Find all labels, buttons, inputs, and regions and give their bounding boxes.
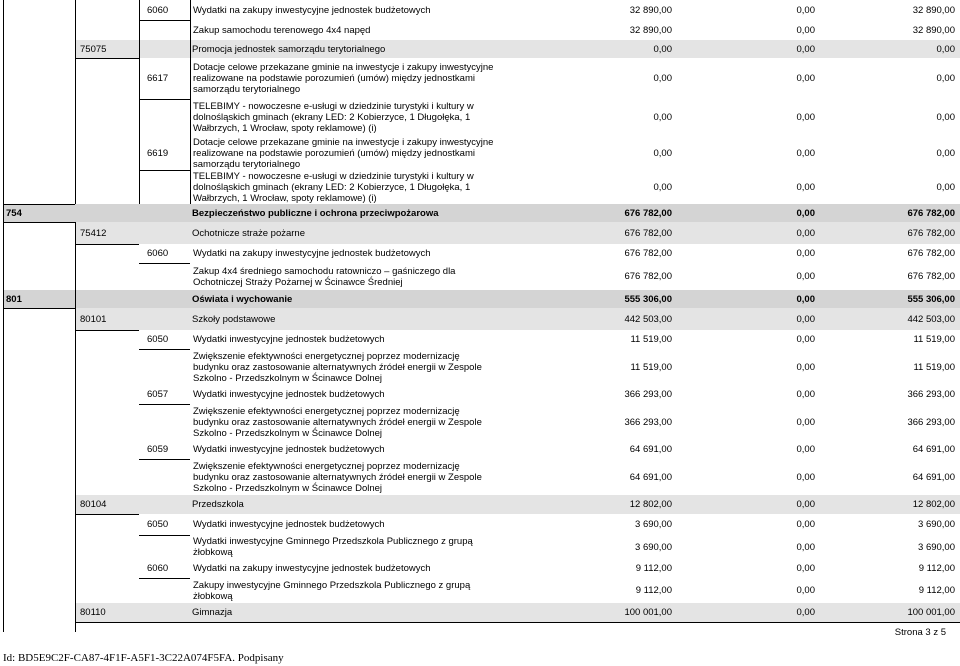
table-border xyxy=(3,204,75,205)
item-row xyxy=(190,535,960,560)
change-value: 0,00 xyxy=(796,147,815,159)
change-value: 0,00 xyxy=(796,24,815,36)
plan-value: 366 293,00 xyxy=(624,389,672,400)
classification-code: 801 xyxy=(6,293,22,305)
table-border xyxy=(139,0,140,58)
plan-value: 3 690,00 xyxy=(635,519,672,530)
table-border xyxy=(75,0,76,204)
item-row xyxy=(190,263,960,291)
classification-code: 6060 xyxy=(147,4,169,16)
plan-value: 0,00 xyxy=(653,73,672,84)
change-value: 0,00 xyxy=(796,112,815,123)
row-description: Zwiększenie efektywności energetycznej poprzez modernizację budynku oraz zastosowanie alternatywnych źródeł energii w Zespole Szkolno - Przedszkolnym w Ścinawce Dolnej xyxy=(193,405,482,439)
classification-code: 80101 xyxy=(80,313,107,325)
classification-code: 75075 xyxy=(80,43,107,55)
classification-code: 6050 xyxy=(147,519,169,530)
par-row xyxy=(139,136,960,171)
change-value: 0,00 xyxy=(796,293,815,305)
total-value: 0,00 xyxy=(936,112,955,123)
par-row xyxy=(139,330,960,350)
total-value: 366 293,00 xyxy=(907,389,955,400)
par-row xyxy=(139,514,960,536)
par-row xyxy=(139,58,960,100)
total-value: 64 691,00 xyxy=(912,471,955,483)
plan-value: 3 690,00 xyxy=(635,541,672,553)
row-description: Dotacje celowe przekazane gminie na inwestycje i zakupy inwestycyjne realizowane na podstawie porozumień (umów) między jednostkami samorządu terytorialnego xyxy=(193,62,494,95)
classification-code: 6060 xyxy=(147,563,169,574)
par-row xyxy=(139,385,960,405)
change-value: 0,00 xyxy=(796,471,815,483)
item-row xyxy=(190,459,960,496)
plan-value: 11 519,00 xyxy=(630,361,672,373)
classification-code: 754 xyxy=(6,207,22,219)
classification-code: 6619 xyxy=(147,147,169,159)
change-value: 0,00 xyxy=(796,207,815,219)
change-value: 0,00 xyxy=(796,607,815,618)
plan-value: 676 782,00 xyxy=(624,207,672,219)
chapter-row xyxy=(75,603,960,623)
item-row xyxy=(190,170,960,205)
row-description: TELEBIMY - nowoczesne e-usługi w dziedzinie turystyki i kultury w dolnośląskich gminach (ekrany LED: 2 Kobierzyce, 1 Długołęka, 1 Wałbrzych, 1 Wrocław, spoty reklamowe) (i) xyxy=(193,101,474,134)
classification-code: 6617 xyxy=(147,73,169,84)
chapter-row xyxy=(75,222,960,245)
section-row xyxy=(3,204,960,223)
plan-value: 32 890,00 xyxy=(629,24,672,36)
table-border xyxy=(75,222,76,632)
row-description: Zakup samochodu terenowego 4x4 napęd xyxy=(193,24,371,36)
classification-code: 6060 xyxy=(147,248,169,259)
section-row xyxy=(3,290,960,309)
change-value: 0,00 xyxy=(796,334,815,345)
total-value: 100 001,00 xyxy=(907,607,955,618)
row-description: Wydatki na zakupy inwestycyjne jednostek budżetowych xyxy=(193,4,431,16)
row-description: Wydatki inwestycyjne jednostek budżetowych xyxy=(193,389,385,400)
row-description: Zwiększenie efektywności energetycznej poprzez modernizację budynku oraz zastosowanie alternatywnych źródeł energii w Zespole Szkolno - Przedszkolnym w Ścinawce Dolnej xyxy=(193,350,482,384)
classification-code: 75412 xyxy=(80,227,107,239)
change-value: 0,00 xyxy=(796,227,815,239)
total-value: 64 691,00 xyxy=(912,444,955,455)
change-value: 0,00 xyxy=(796,361,815,373)
par-row xyxy=(139,0,960,21)
page-number: Strona 3 z 5 xyxy=(894,627,946,638)
total-value: 676 782,00 xyxy=(907,271,955,282)
change-value: 0,00 xyxy=(796,181,815,193)
classification-code: 6059 xyxy=(147,444,169,455)
document-id: Id: BD5E9C2F-CA87-4F1F-A5F1-3C22A074F5FA. Podpisany xyxy=(3,652,284,664)
plan-value: 0,00 xyxy=(653,181,672,193)
classification-code: 80110 xyxy=(80,607,106,618)
plan-value: 676 782,00 xyxy=(624,227,672,239)
chapter-row xyxy=(75,495,960,515)
plan-value: 100 001,00 xyxy=(624,607,672,618)
row-description: Oświata i wychowanie xyxy=(192,293,293,305)
total-value: 0,00 xyxy=(936,73,955,84)
row-description: Wydatki inwestycyjne jednostek budżetowych xyxy=(193,334,385,345)
change-value: 0,00 xyxy=(796,43,815,55)
table-border xyxy=(190,58,191,204)
total-value: 12 802,00 xyxy=(912,499,955,510)
row-description: TELEBIMY - nowoczesne e-usługi w dziedzinie turystyki i kultury w dolnośląskich gminach (ekrany LED: 2 Kobierzyce, 1 Długołęka, 1 Wałbrzych, 1 Wrocław, spoty reklamowe) (i) xyxy=(193,170,474,204)
total-value: 11 519,00 xyxy=(913,361,955,373)
plan-value: 64 691,00 xyxy=(629,444,672,455)
chapter-row xyxy=(75,308,960,331)
row-description: Bezpieczeństwo publiczne i ochrona przeciwpożarowa xyxy=(192,207,439,219)
total-value: 676 782,00 xyxy=(907,248,955,259)
plan-value: 555 306,00 xyxy=(624,293,672,305)
row-description: Zakupy inwestycyjne Gminnego Przedszkola Publicznego z grupą żłobkową xyxy=(193,579,471,602)
classification-code: 6057 xyxy=(147,389,169,400)
change-value: 0,00 xyxy=(796,499,815,510)
change-value: 0,00 xyxy=(796,444,815,455)
row-description: Przedszkola xyxy=(192,499,244,510)
total-value: 32 890,00 xyxy=(912,4,955,16)
total-value: 9 112,00 xyxy=(918,563,955,574)
plan-value: 32 890,00 xyxy=(629,4,672,16)
total-value: 0,00 xyxy=(936,43,955,55)
chapter-row xyxy=(75,40,960,59)
row-description: Ochotnicze straże pożarne xyxy=(192,227,306,239)
row-description: Wydatki na zakupy inwestycyjne jednostek budżetowych xyxy=(193,563,431,574)
item-row xyxy=(190,20,960,41)
item-row xyxy=(190,349,960,386)
table-border xyxy=(139,58,140,204)
total-value: 555 306,00 xyxy=(907,293,955,305)
row-description: Dotacje celowe przekazane gminie na inwestycje i zakupy inwestycyjne realizowane na podstawie porozumień (umów) między jednostkami samorządu terytorialnego xyxy=(193,136,494,170)
total-value: 3 690,00 xyxy=(918,541,955,553)
total-value: 32 890,00 xyxy=(912,24,955,36)
change-value: 0,00 xyxy=(796,73,815,84)
row-description: Zakup 4x4 średniego samochodu ratowniczo – gaśniczego dla Ochotniczej Straży Pożarnej w Ścinawce Średniej xyxy=(193,265,456,288)
row-description: Zwiększenie efektywności energetycznej poprzez modernizację budynku oraz zastosowanie alternatywnych źródeł energii w Zespole Szkolno - Przedszkolnym w Ścinawce Dolnej xyxy=(193,460,482,494)
change-value: 0,00 xyxy=(796,585,815,596)
change-value: 0,00 xyxy=(796,541,815,553)
plan-value: 0,00 xyxy=(653,147,672,159)
change-value: 0,00 xyxy=(796,416,815,428)
item-row xyxy=(190,404,960,441)
row-description: Promocja jednostek samorządu terytorialnego xyxy=(192,43,386,55)
par-row xyxy=(139,440,960,460)
row-description: Wydatki inwestycyjne jednostek budżetowych xyxy=(193,444,385,455)
total-value: 366 293,00 xyxy=(907,416,955,428)
plan-value: 9 112,00 xyxy=(635,563,672,574)
change-value: 0,00 xyxy=(796,313,815,325)
plan-value: 676 782,00 xyxy=(624,248,672,259)
row-description: Wydatki na zakupy inwestycyjne jednostek budżetowych xyxy=(193,248,431,259)
total-value: 442 503,00 xyxy=(907,313,955,325)
row-description: Wydatki inwestycyjne Gminnego Przedszkola Publicznego z grupą żłobkową xyxy=(193,536,473,558)
total-value: 3 690,00 xyxy=(918,519,955,530)
row-description: Szkoły podstawowe xyxy=(192,313,276,325)
total-value: 9 112,00 xyxy=(918,585,955,596)
change-value: 0,00 xyxy=(796,519,815,530)
plan-value: 0,00 xyxy=(653,112,672,123)
change-value: 0,00 xyxy=(796,4,815,16)
plan-value: 64 691,00 xyxy=(629,471,672,483)
item-row xyxy=(190,578,960,604)
table-border xyxy=(3,0,4,632)
plan-value: 676 782,00 xyxy=(624,271,672,282)
total-value: 676 782,00 xyxy=(907,227,955,239)
total-value: 676 782,00 xyxy=(907,207,955,219)
plan-value: 11 519,00 xyxy=(630,334,672,345)
classification-code: 6050 xyxy=(147,334,169,345)
change-value: 0,00 xyxy=(796,389,815,400)
row-description: Gimnazja xyxy=(192,607,233,618)
change-value: 0,00 xyxy=(796,563,815,574)
table-border xyxy=(190,0,191,58)
change-value: 0,00 xyxy=(796,271,815,282)
plan-value: 12 802,00 xyxy=(629,499,672,510)
plan-value: 9 112,00 xyxy=(635,585,672,596)
row-description: Wydatki inwestycyjne jednostek budżetowych xyxy=(193,519,385,530)
plan-value: 442 503,00 xyxy=(624,313,672,325)
item-row xyxy=(190,99,960,137)
change-value: 0,00 xyxy=(796,248,815,259)
total-value: 11 519,00 xyxy=(913,334,955,345)
classification-code: 80104 xyxy=(80,499,107,510)
total-value: 0,00 xyxy=(936,181,955,193)
total-value: 0,00 xyxy=(936,147,955,159)
plan-value: 366 293,00 xyxy=(624,416,672,428)
par-row xyxy=(139,244,960,264)
plan-value: 0,00 xyxy=(653,43,672,55)
par-row xyxy=(139,559,960,579)
